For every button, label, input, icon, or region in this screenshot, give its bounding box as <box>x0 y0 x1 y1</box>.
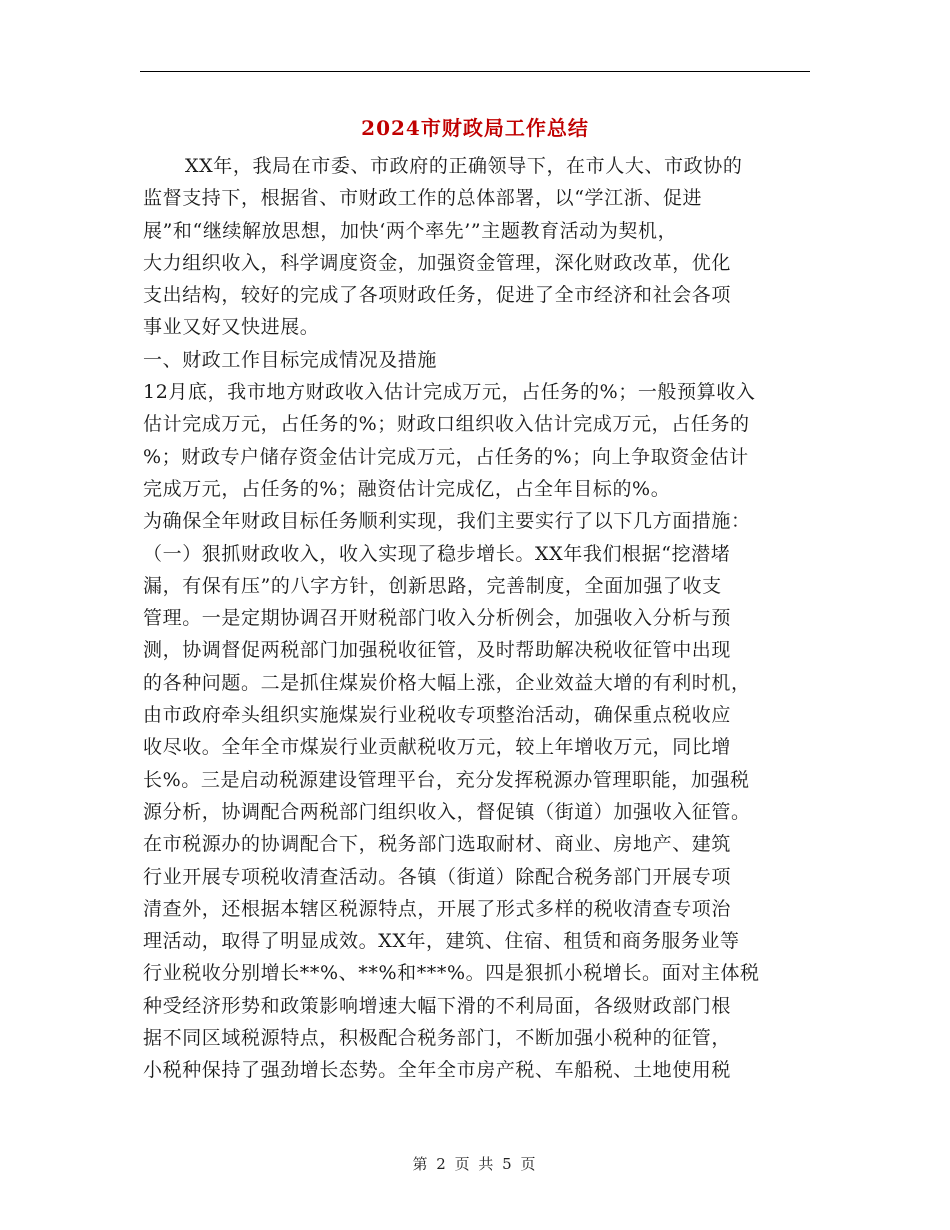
paragraph-line: 监督支持下，根据省、市财政工作的总体部署，以“学江浙、促进 <box>143 187 703 210</box>
paragraph-line: XX年，我局在市委、市政府的正确领导下，在市人大、市政协的 <box>185 155 743 177</box>
paragraph-line: 漏，有保有压”的八字方针，创新思路，完善制度，全面加强了收支 <box>143 574 722 597</box>
paragraph-line: 长%。三是启动税源建设管理平台，充分发挥税源办管理职能，加强税 <box>143 768 750 791</box>
paragraph-line: 估计完成万元，占任务的%；财政口组织收入估计完成万元，占任务的 <box>143 413 750 436</box>
paragraph-line: 在市税源办的协调配合下，税务部门选取耐材、商业、房地产、建筑 <box>143 833 732 856</box>
paragraph-line: 小税种保持了强劲增长态势。全年全市房产税、车船税、土地使用税 <box>143 1059 732 1082</box>
paragraph-line: 行业开展专项税收清查活动。各镇（街道）除配合税务部门开展专项 <box>143 865 732 888</box>
paragraph-line: %；财政专户储存资金估计完成万元，占任务的%；向上争取资金估计 <box>143 445 749 468</box>
paragraph-line: 行业税收分别增长**%、**%和***%。四是狠抓小税增长。面对主体税 <box>143 962 760 985</box>
paragraph-line: 支出结构，较好的完成了各项财政任务，促进了全市经济和社会各项 <box>143 284 732 307</box>
paragraph-line: 事业又好又快进展。 <box>143 316 320 339</box>
paragraph-line: 收尽收。全年全市煤炭行业贡献税收万元，较上年增收万元，同比增 <box>143 736 732 759</box>
paragraph-line: 12月底，我市地方财政收入估计完成万元，占任务的%；一般预算收入 <box>143 381 756 404</box>
paragraph-line: 据不同区域税源特点，积极配合税务部门，不断加强小税种的征管， <box>143 1027 732 1050</box>
paragraph-line: 种受经济形势和政策影响增速大幅下滑的不利局面，各级财政部门根 <box>143 994 732 1017</box>
paragraph-line: 管理。一是定期协调召开财税部门收入分析例会，加强收入分析与预 <box>143 607 732 630</box>
header-rule <box>140 71 810 72</box>
paragraph-line: 展”和“继续解放思想，加快‘两个率先’”主题教育活动为契机， <box>143 219 678 242</box>
document-body <box>143 150 813 1087</box>
page-number: 第 2 页 共 5 页 <box>412 1155 538 1173</box>
section-heading: 一、财政工作目标完成情况及措施 <box>143 348 438 371</box>
paragraph-line: （一）狠抓财政收入，收入实现了稳步增长。XX年我们根据“挖潜堵 <box>143 542 731 565</box>
paragraph-line: 理活动，取得了明显成效。XX年，建筑、住宿、租赁和商务服务业等 <box>143 930 740 953</box>
paragraph-line: 清查外，还根据本辖区税源特点，开展了形式多样的税收清查专项治 <box>143 897 732 920</box>
paragraph-line: 大力组织收入，科学调度资金，加强资金管理，深化财政改革，优化 <box>143 251 732 274</box>
paragraph-line: 的各种问题。二是抓住煤炭价格大幅上涨，企业效益大增的有利时机， <box>143 671 751 694</box>
paragraph-line: 源分析，协调配合两税部门组织收入，督促镇（街道）加强收入征管。 <box>143 800 751 823</box>
paragraph-line: 测，协调督促两税部门加强税收征管，及时帮助解决税收征管中出现 <box>143 639 732 662</box>
document-title: 2024市财政局工作总结 <box>361 116 589 140</box>
paragraph-line: 为确保全年财政目标任务顺利实现，我们主要实行了以下几方面措施： <box>143 510 751 533</box>
paragraph-line: 由市政府牵头组织实施煤炭行业税收专项整治活动，确保重点税收应 <box>143 704 732 727</box>
paragraph-line: 完成万元，占任务的%；融资估计完成亿，占全年目标的%。 <box>143 477 671 500</box>
